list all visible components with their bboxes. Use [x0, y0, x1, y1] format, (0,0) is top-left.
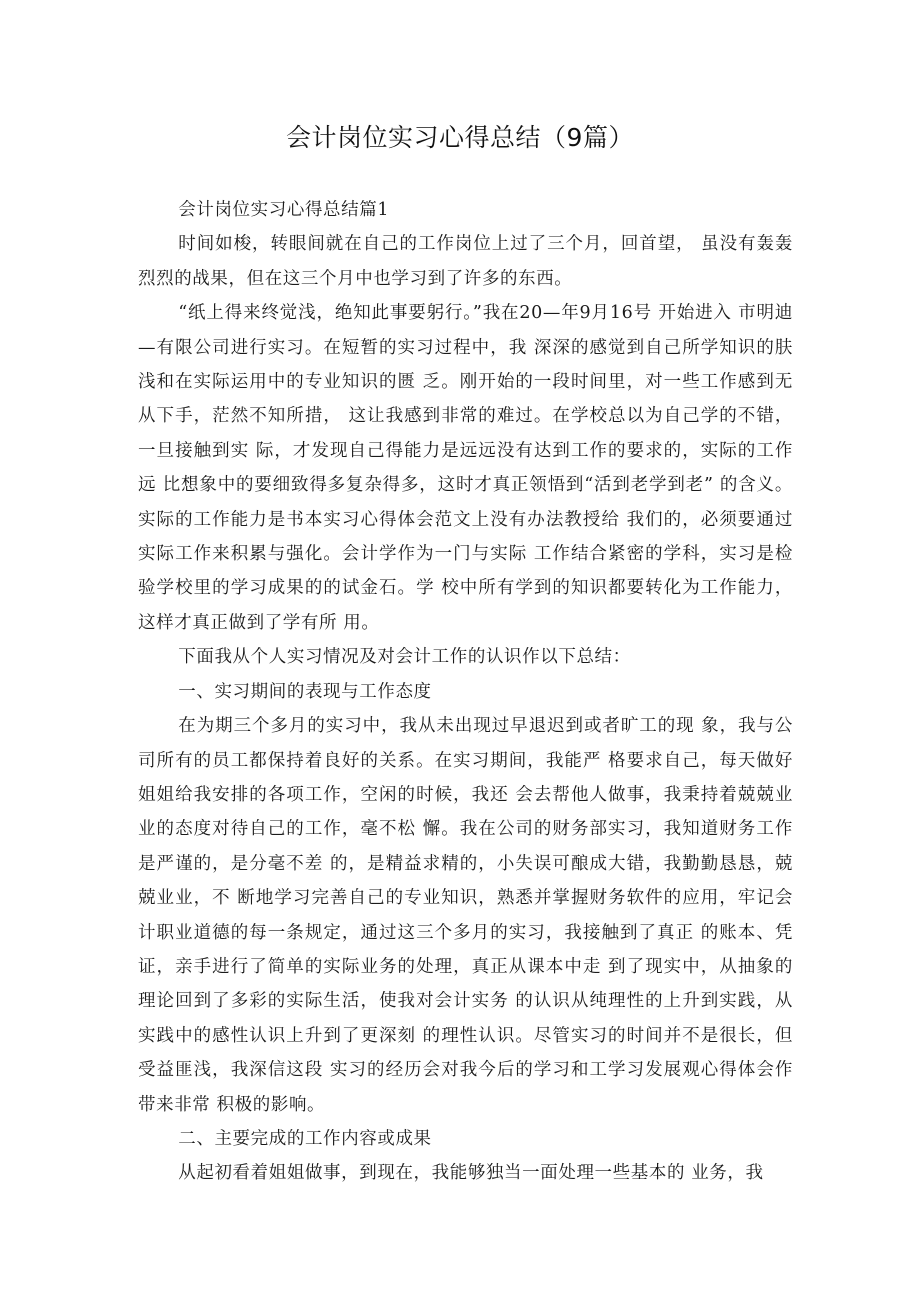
- section-heading: 会计岗位实习心得总结篇1: [178, 200, 390, 220]
- body-paragraph: 在为期三个多月的实习中，我从未出现过早退迟到或者旷工的现 象，我与公司所有的员工都保持着良好的关系。在实习期间，我能严 格要求自己，每天做好姐姐给我安排的各项工作，空闲的时候，我还 会去帮他人做事，我秉持着兢兢业业的态度对待自己的工作，毫不松 懈。我在公司的财务部实习，我知道财务工作是严谨的，是分毫不差 的，是精益求精的，小失误可酿成大错，我勤勤恳恳，兢兢业业，不 断地学习完善自己的专业知识，熟悉并掌握财务软件的应用，牢记会计职业道德的每一条规定，通过这三个多月的实习，我接触到了真正 的账本、凭证，亲手进行了简单的实际业务的处理，真正从课本中走 到了现实中，从抽象的理论回到了多彩的实际生活，使我对会计实务 的认识从纯理性的上升到实践，从实践中的感性认识上升到了更深刻 的理性认识。尽管实习的时间并不是很长，但受益匪浅，我深信这段 实习的经历会对我今后的学习和工学习发展观心得体会作带来非常 积极的影响。: [138, 716, 793, 1115]
- section-heading: 一、实习期间的表现与工作态度: [178, 681, 432, 702]
- body-paragraph: 时间如梭，转眼间就在自己的工作岗位上过了三个月，回首望， 虽没有轰轰烈烈的战果，但在这三个月中也学习到了许多的东西。: [138, 234, 793, 289]
- body-paragraph: 下面我从个人实习情况及对会计工作的认识作以下总结：: [178, 647, 631, 668]
- body-paragraph: “纸上得来终觉浅，绝知此事要躬行。”我在20—年9月16号 开始进入 市明迪—有限公司进行实习。在短暂的实习过程中，我 深深的感觉到自己所学知识的肤浅和在实际运用中的专业知识的匮 乏。刚开始的一段时间里，对一些工作感到无从下手，茫然不知所措， 这让我感到非常的难过。在学校总以为自己学的不错，一旦接触到实 际，才发现自己得能力是远远没有达到工作的要求的，实际的工作远 比想象中的要细致得多复杂得多，这时才真正领悟到“活到老学到老” 的含义。实际的工作能力是书本实习心得体会范文上没有办法教授给 我们的，必须要通过实际工作来积累与强化。会计学作为一门与实际 工作结合紧密的学科，实习是检验学校里的学习成果的的试金石。学 校中所有学到的知识都要转化为工作能力，这样才真正做到了学有所 用。: [138, 303, 793, 633]
- section-heading: 二、主要完成的工作内容或成果: [178, 1128, 432, 1149]
- body-paragraph: 从起初看着姐姐做事，到现在，我能够独当一面处理一些基本的 业务，我: [178, 1163, 764, 1184]
- document-title: 会计岗位实习心得总结（9篇）: [286, 123, 634, 152]
- document-body: [138, 193, 793, 1191]
